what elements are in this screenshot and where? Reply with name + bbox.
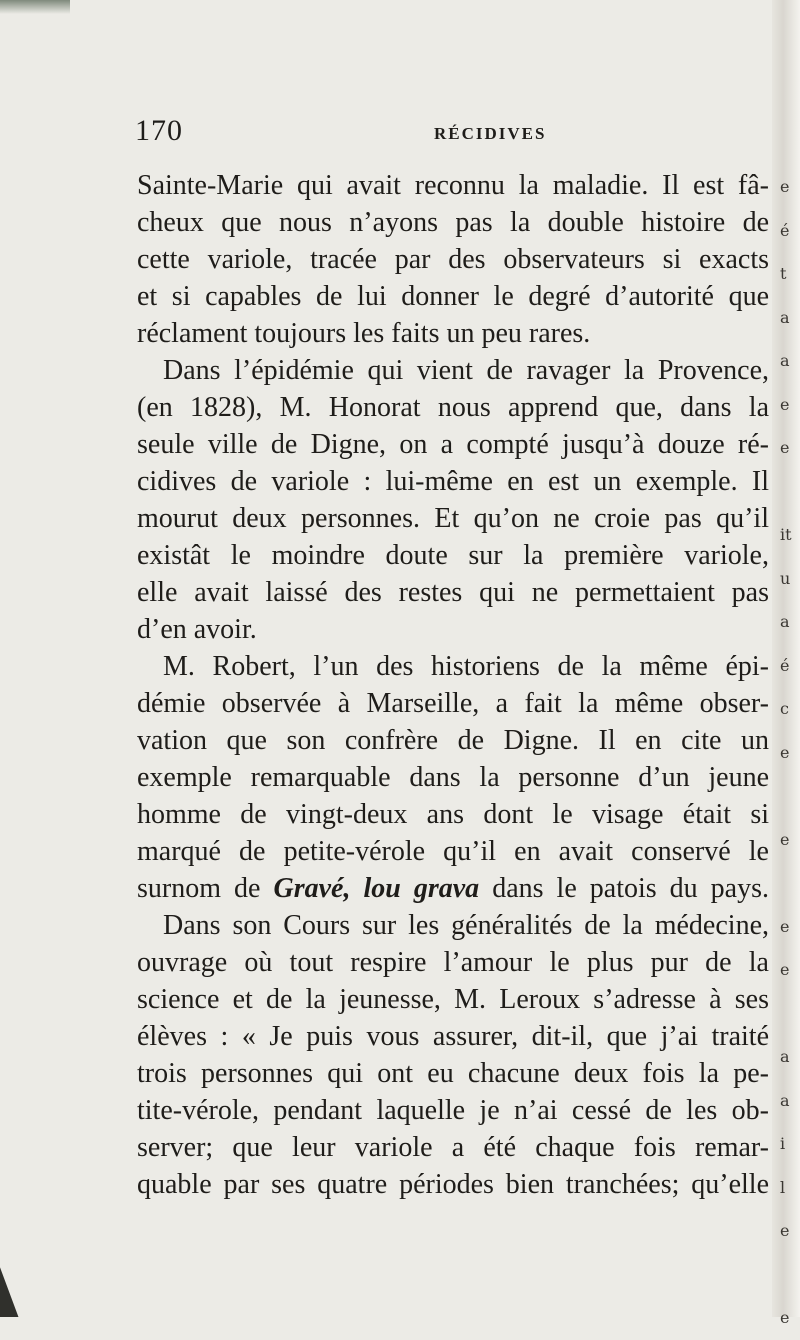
text-line: M. Robert, l’un des historiens de la même épi- xyxy=(163,651,769,682)
text-line: élèves : « Je puis vous assurer, dit-il, que j’ai traité xyxy=(137,1021,769,1052)
text-line: Dans son Cours sur les généralités de la médecine, xyxy=(163,910,769,941)
text-line: Sainte-Marie qui avait reconnu la maladie. Il est fâ- xyxy=(137,170,769,201)
running-head: RÉCIDIVES xyxy=(434,124,547,143)
text-line: elle avait laissé des restes qui ne permettaient pas xyxy=(137,577,769,608)
page-number: 170 xyxy=(135,114,183,147)
text-line: tite-vérole, pendant laquelle je n’ai cessé de les ob- xyxy=(137,1095,769,1126)
page-edge-top xyxy=(0,0,70,14)
text-line: réclament toujours les faits un peu rares. xyxy=(137,318,591,349)
text-segment: dans le patois du pays. xyxy=(492,873,770,904)
text-line: cheux que nous n’ayons pas la double histoire de xyxy=(137,207,769,238)
text-line: d’en avoir. xyxy=(137,614,257,645)
text-line: trois personnes qui ont eu chacune deux fois la pe- xyxy=(137,1058,769,1089)
text-line: cidives de variole : lui-même en est un exemple. Il xyxy=(137,466,769,497)
text-line: (en 1828), M. Honorat nous apprend que, dans la xyxy=(137,392,769,423)
text-line: existât le moindre doute sur la première variole, xyxy=(137,540,769,571)
italic-term: Gravé, lou grava xyxy=(273,873,480,904)
text-line: seule ville de Digne, on a compté jusqu’à douze ré- xyxy=(137,429,769,460)
text-segment: surnom de xyxy=(137,873,261,904)
page-header xyxy=(135,110,770,150)
adjacent-page-bleed: e é t a a e e it u a é c e e e e a a i l e e xyxy=(780,177,792,1327)
text-line: vation que son confrère de Digne. Il en cite un xyxy=(137,725,769,756)
text-line: démie observée à Marseille, a fait la même obser- xyxy=(137,688,769,719)
text-line: homme de vingt-deux ans dont le visage était si xyxy=(137,799,769,830)
text-line-with-italic xyxy=(137,870,769,907)
text-line: quable par ses quatre périodes bien tranchées; qu’elle xyxy=(137,1169,769,1200)
page-corner-shadow xyxy=(0,1247,26,1317)
text-line: mourut deux personnes. Et qu’on ne croie pas qu’il xyxy=(137,503,769,534)
text-line: server; que leur variole a été chaque fois remar- xyxy=(137,1132,769,1163)
text-line: et si capables de lui donner le degré d’autorité que xyxy=(137,281,769,312)
text-line: science et de la jeunesse, M. Leroux s’adresse à ses xyxy=(137,984,769,1015)
body-text xyxy=(137,167,769,1203)
text-line: Dans l’épidémie qui vient de ravager la Provence, xyxy=(163,355,769,386)
text-line: cette variole, tracée par des observateurs si exacts xyxy=(137,244,769,275)
text-line: ouvrage où tout respire l’amour le plus pur de la xyxy=(137,947,769,978)
text-line: exemple remarquable dans la personne d’un jeune xyxy=(137,762,769,793)
text-line: marqué de petite-vérole qu’il en avait conservé le xyxy=(137,836,769,867)
